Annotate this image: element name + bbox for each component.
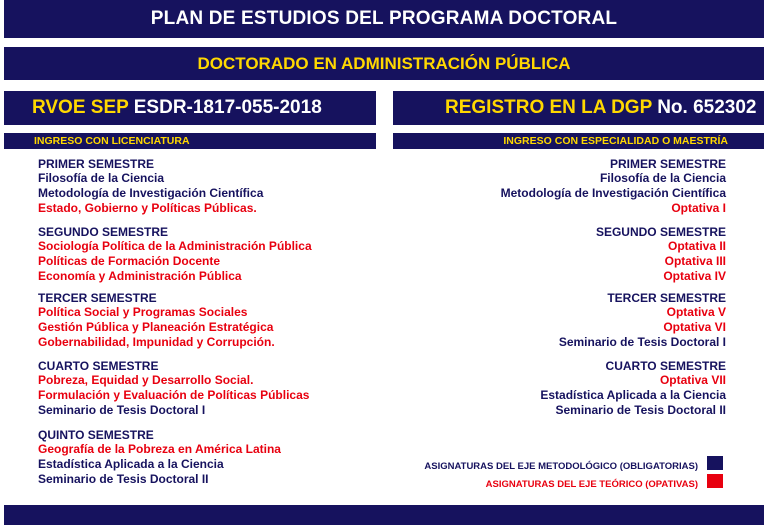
legend-swatch-methodological: [707, 456, 723, 470]
legend-swatch-theoretical: [707, 474, 723, 488]
course-item: Sociología Política de la Administración Pública: [38, 239, 312, 253]
dgp-value: No. 652302: [657, 97, 757, 118]
course-item: Optativa VII: [659, 373, 726, 387]
course-item: Estadística Aplicada a la Ciencia: [38, 457, 224, 471]
left-heading-text: INGRESO CON LICENCIATURA: [34, 135, 190, 147]
rvoe-label: RVOE SEP: [32, 97, 129, 118]
rvoe-value: ESDR-1817-055-2018: [133, 97, 322, 118]
rvoe-banner: [4, 91, 376, 125]
course-item: Seminario de Tesis Doctoral I: [38, 403, 206, 417]
subtitle-banner: [4, 47, 764, 80]
course-item: Formulación y Evaluación de Políticas Públicas: [38, 388, 310, 402]
course-item: Optativa VI: [663, 320, 726, 334]
course-item: Seminario de Tesis Doctoral II: [555, 403, 726, 417]
course-item: Geografía de la Pobreza en América Latina: [38, 442, 281, 456]
semester-title: TERCER SEMESTRE: [607, 291, 726, 305]
program-name: DOCTORADO EN ADMINISTRACIÓN PÚBLICA: [197, 54, 571, 73]
course-item: Seminario de Tesis Doctoral I: [558, 335, 726, 349]
course-item: Optativa I: [671, 201, 726, 215]
left-column-heading: [4, 133, 376, 149]
semester-block: [38, 429, 368, 487]
right-column-heading: [393, 133, 764, 149]
dgp-label: REGISTRO EN LA DGP: [445, 97, 652, 118]
semester-block: [38, 158, 368, 216]
semester-title: CUARTO SEMESTRE: [38, 359, 159, 373]
semester-block: [400, 158, 726, 216]
course-item: Optativa II: [667, 239, 726, 253]
course-item: Metodología de Investigación Científica: [500, 186, 726, 200]
semester-block: [38, 292, 368, 350]
right-heading-text: INGRESO CON ESPECIALIDAD O MAESTRÍA: [503, 135, 728, 147]
semester-title: PRIMER SEMESTRE: [38, 157, 155, 171]
course-item: Optativa III: [664, 254, 726, 268]
course-item: Seminario de Tesis Doctoral II: [38, 472, 209, 486]
semester-block: [38, 226, 368, 284]
course-item: Filosofía de la Ciencia: [38, 171, 165, 185]
legend-methodological: ASIGNATURAS DEL EJE METODOLÓGICO (OBLIGATORIAS): [424, 461, 698, 472]
course-item: Filosofía de la Ciencia: [599, 171, 726, 185]
course-item: Pobreza, Equidad y Desarrollo Social.: [38, 373, 254, 387]
course-item: Políticas de Formación Docente: [38, 254, 221, 268]
semester-block: [400, 292, 726, 350]
course-item: Estadística Aplicada a la Ciencia: [540, 388, 726, 402]
semester-title: PRIMER SEMESTRE: [609, 157, 726, 171]
course-item: Optativa IV: [663, 269, 726, 283]
course-item: Estado, Gobierno y Políticas Públicas.: [38, 201, 257, 215]
page-title: PLAN DE ESTUDIOS DEL PROGRAMA DOCTORAL: [150, 8, 618, 29]
course-item: Economía y Administración Pública: [38, 269, 242, 283]
footer-bar: [4, 505, 764, 525]
semester-title: TERCER SEMESTRE: [38, 291, 157, 305]
course-item: Gobernabilidad, Impunidad y Corrupción.: [38, 335, 275, 349]
semester-block: [38, 360, 368, 418]
course-item: Política Social y Programas Sociales: [38, 305, 248, 319]
semester-block: [400, 360, 726, 418]
semester-title: CUARTO SEMESTRE: [605, 359, 726, 373]
course-item: Gestión Pública y Planeación Estratégica: [38, 320, 274, 334]
title-banner: [4, 0, 764, 38]
semester-block: [400, 226, 726, 284]
semester-title: QUINTO SEMESTRE: [38, 428, 154, 442]
course-item: Metodología de Investigación Científica: [38, 186, 264, 200]
dgp-banner: [393, 91, 764, 125]
semester-title: SEGUNDO SEMESTRE: [595, 225, 726, 239]
semester-title: SEGUNDO SEMESTRE: [38, 225, 169, 239]
course-item: Optativa V: [666, 305, 726, 319]
legend-theoretical: ASIGNATURAS DEL EJE TEÓRICO (OPATIVAS): [485, 479, 698, 490]
